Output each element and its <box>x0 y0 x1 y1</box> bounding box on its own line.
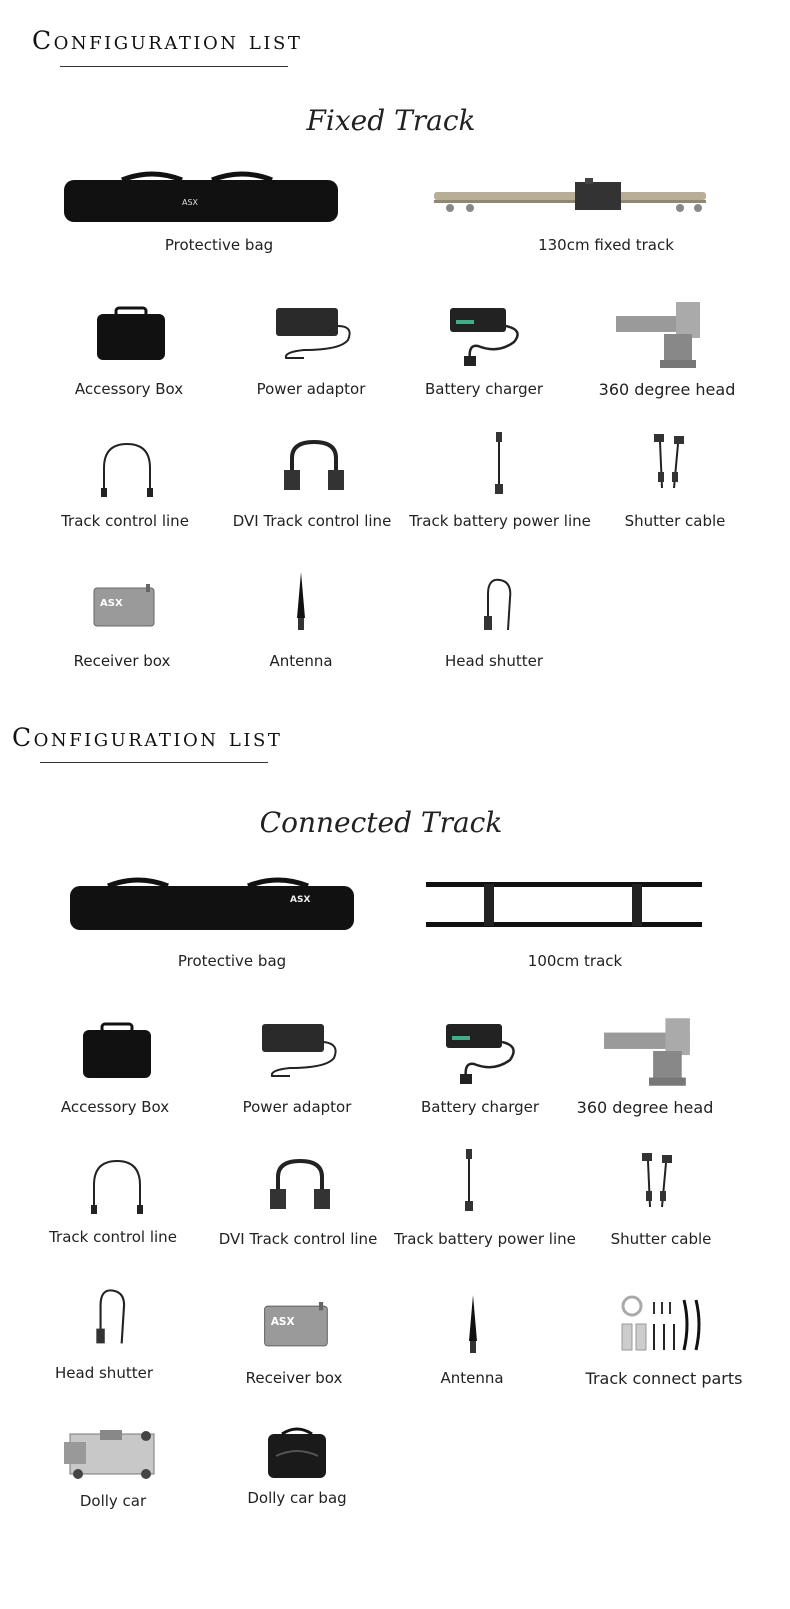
item-label: Power adaptor <box>242 1098 352 1116</box>
cable-icon <box>492 432 506 496</box>
section-heading: Configuration list <box>12 723 283 752</box>
charger-icon <box>444 1022 524 1086</box>
item-label: 100cm track <box>527 952 623 970</box>
item-label: Battery charger <box>420 1098 540 1116</box>
item-label: Power adaptor <box>256 380 366 398</box>
pan-head-icon <box>614 300 704 370</box>
receiver-box-icon <box>92 584 158 628</box>
dvi-cable-icon <box>266 1156 334 1212</box>
case-icon <box>96 306 166 362</box>
item-label: Battery charger <box>424 380 544 398</box>
cable-icon <box>640 1150 674 1216</box>
item-label: Dolly car bag <box>247 1489 347 1507</box>
item-label: Antenna <box>440 1369 504 1387</box>
cable-icon <box>652 432 686 496</box>
item-label: DVI Track control line <box>218 1230 378 1248</box>
item-label: Accessory Box <box>74 380 184 398</box>
cable-icon <box>100 442 154 498</box>
item-label: Track battery power line <box>409 512 591 530</box>
item-label: 130cm fixed track <box>538 236 674 254</box>
item-label: DVI Track control line <box>232 512 392 530</box>
adaptor-icon <box>260 1022 342 1082</box>
protective-bag-icon <box>62 172 340 228</box>
track-frame-icon <box>424 880 704 930</box>
protective-bag-icon <box>266 1426 328 1480</box>
protective-bag-icon <box>68 876 356 934</box>
heading-rule <box>40 762 268 763</box>
item-label: Accessory Box <box>60 1098 170 1116</box>
item-label: Receiver box <box>73 652 171 670</box>
item-label: Track connect parts <box>585 1369 743 1388</box>
item-label: Head shutter <box>445 652 543 670</box>
item-label: Antenna <box>269 652 333 670</box>
cable-icon <box>90 1158 144 1216</box>
heading-rule <box>60 66 288 67</box>
case-icon <box>82 1022 152 1080</box>
dolly-car-icon <box>60 1428 164 1482</box>
section-heading: Configuration list <box>32 26 303 55</box>
dvi-cable-icon <box>280 438 348 492</box>
cable-icon <box>478 576 514 634</box>
svg-text:ASX: ASX <box>270 1316 295 1328</box>
pan-head-icon <box>602 1016 694 1088</box>
item-label: 360 degree head <box>598 380 736 399</box>
adaptor-icon <box>274 306 356 364</box>
item-label: Track battery power line <box>394 1230 576 1248</box>
antenna-icon <box>294 570 308 632</box>
svg-text:ASX: ASX <box>100 598 123 609</box>
section-subtitle: Fixed Track <box>306 104 476 137</box>
item-label: 360 degree head <box>576 1098 714 1117</box>
item-label: Protective bag <box>177 952 287 970</box>
antenna-icon <box>466 1292 480 1356</box>
item-label: Dolly car <box>79 1492 147 1510</box>
item-label: Track control line <box>49 1228 177 1246</box>
parts-icon <box>618 1294 710 1356</box>
receiver-box-icon <box>262 1302 332 1348</box>
item-label: Shutter cable <box>610 1230 712 1248</box>
item-label: Protective bag <box>164 236 274 254</box>
cable-icon <box>462 1148 476 1214</box>
item-label: Track control line <box>61 512 189 530</box>
svg-text:ASX: ASX <box>290 895 311 905</box>
item-label: Shutter cable <box>624 512 726 530</box>
item-label: Head shutter <box>55 1364 153 1382</box>
item-label: Receiver box <box>245 1369 343 1387</box>
charger-icon <box>448 306 528 368</box>
cable-icon <box>90 1286 128 1348</box>
svg-text:ASX: ASX <box>182 198 199 207</box>
section-subtitle: Connected Track <box>259 806 503 839</box>
slider-track-icon <box>430 178 710 218</box>
